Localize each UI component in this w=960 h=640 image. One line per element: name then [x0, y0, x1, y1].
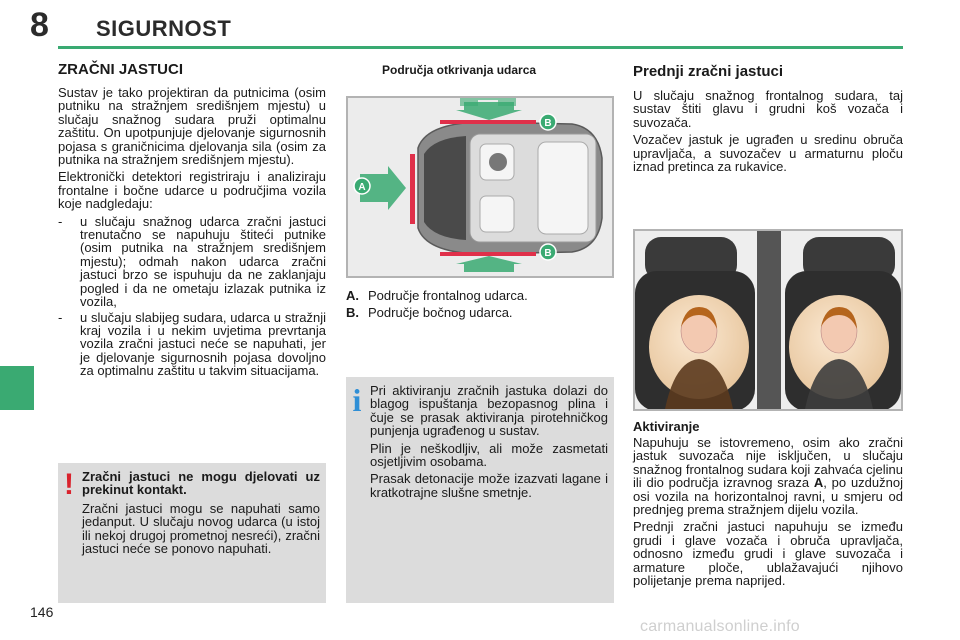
diagram-label-a: A [358, 182, 366, 193]
detection-zones-heading: Područja otkrivanja udarca [382, 63, 537, 77]
info-paragraph: Prasak detonacije može izazvati lagane i kratkotrajne slušne smetnje. [370, 471, 608, 500]
activation-key: A [813, 475, 824, 491]
front-airbags-heading: Prednji zračni jastuci [633, 63, 784, 80]
chapter-title: SIGURNOST [96, 16, 232, 41]
info-paragraph: Plin je neškodljiv, ali može zasmetati osjetljivim osobama. [370, 440, 608, 470]
activation-paragraph [633, 436, 903, 516]
list-dash: - [58, 213, 63, 229]
activation-paragraph-2: Prednji zračni jastuci napuhuju se između grudi i glave vozača i obruča upravljača, odnosno između grudi i glave suvozača i armature ploče, ublažavajući njihovo polijetanje prema naprijed. [633, 519, 903, 589]
warning-text [82, 470, 320, 555]
legend-item-a [346, 287, 614, 304]
chapter-side-tab [0, 366, 34, 410]
info-text [370, 384, 608, 503]
left-column-text [58, 86, 326, 380]
legend-text: Područje bočnog udarca. [368, 305, 513, 320]
list-item [58, 215, 326, 309]
diagram-label-b-bottom: B [544, 248, 552, 259]
front-paragraph: Vozačev jastuk je ugrađen u sredinu obruča upravljača, a suvozačev u armaturnu ploču iznad pretinca za rukavice. [633, 132, 903, 175]
diagram-label-b-top: B [544, 118, 552, 129]
warning-title: Zračni jastuci ne mogu djelovati uz prekinut kontakt. [82, 469, 320, 498]
chapter-number: 8 [30, 6, 49, 44]
diagram-legend [346, 287, 614, 321]
activation-text [633, 436, 903, 591]
detectors-paragraph: Elektronički detektori registriraju i analiziraju frontalne i bočne udarce u područjima vozila koje nadgledaju: [58, 169, 326, 212]
front-airbags-text [633, 89, 903, 177]
info-paragraph: Pri aktiviranju zračnih jastuka dolazi do blagog ispuštanja bezopasnog plina i čuje se prasak aktiviranja pirotehničkog punjenja ugrađenog u sustav. [370, 383, 608, 439]
info-icon: i [352, 382, 362, 418]
activation-heading: Aktiviranje [633, 419, 700, 434]
activation-text-start: Napuhuju se istovremeno, osim ako zračni jastuk suvozača nije isključen, u slučaju snažnog frontalnog sudara koji zahvaća cjelinu ili dio područja izravnog sraza [633, 435, 903, 491]
impact-zones-diagram [346, 96, 614, 278]
legend-item-b [346, 304, 614, 321]
list-item-text: u slučaju snažnog udarca zračni jastuci trenutačno se napuhuju štiteći putnike (osim putnika na stražnjem središnjem mjestu); odmah nakon udarca zračni jastuci brzo se ispuhuju da ne zaklanjaju pogled i da ne ometaju izlazak putnika iz vozila, [80, 213, 326, 310]
page-number: 146 [30, 604, 54, 620]
warning-body: Zračni jastuci mogu se napuhati samo jedanput. U slučaju novog udarca (u istoj ili nekoj drugoj prometnoj nesreći), zračni jastuci neće se ponovo napuhati. [82, 500, 320, 557]
legend-key: A. [346, 288, 359, 303]
legend-text: Područje frontalnog udarca. [368, 288, 528, 303]
airbags-deployed-illustration [635, 231, 901, 409]
list-item-text: u slučaju slabijeg sudara, udarca u stražnji kraj vozila i u nekim uvjetima prevrtanja vozila zračni jastuci neće se napuhati, jer je djelovanje sigurnosnih pojasa dovoljno za optimalnu zaštitu u takvim situacijama. [80, 309, 326, 379]
legend-key: B. [346, 305, 359, 320]
list-item [58, 311, 326, 378]
list-dash: - [58, 309, 63, 325]
front-airbags-illustration [633, 229, 903, 411]
warning-icon: ! [64, 468, 74, 501]
intro-paragraph: Sustav je tako projektiran da putnicima (osim putniku na stražnjem središnjem mjestu) u slučaju snažnog sudara pruži optimalnu zaštitu. On upotpunjuje djelovanje sigurnosnih pojasa s graničnicima djelovanja sila (osim za putnika na stražnjem središnjem mjestu). [58, 85, 326, 168]
front-paragraph: U slučaju snažnog frontalnog sudara, taj sustav štiti glavu i grudni koš vozača i suvozača. [633, 88, 903, 130]
section-heading-airbags: ZRAČNI JASTUCI [58, 61, 184, 78]
activation-text-end: , po uzdužnoj osi vozila na horizontalnoj ravni, u smjeru od prednjeg prema stražnjem dijelu vozila. [633, 475, 903, 518]
impact-list [58, 215, 326, 378]
header-rule [58, 46, 903, 49]
car-topview-illustration [348, 98, 612, 276]
watermark-text: carmanualsonline.info [640, 618, 800, 635]
